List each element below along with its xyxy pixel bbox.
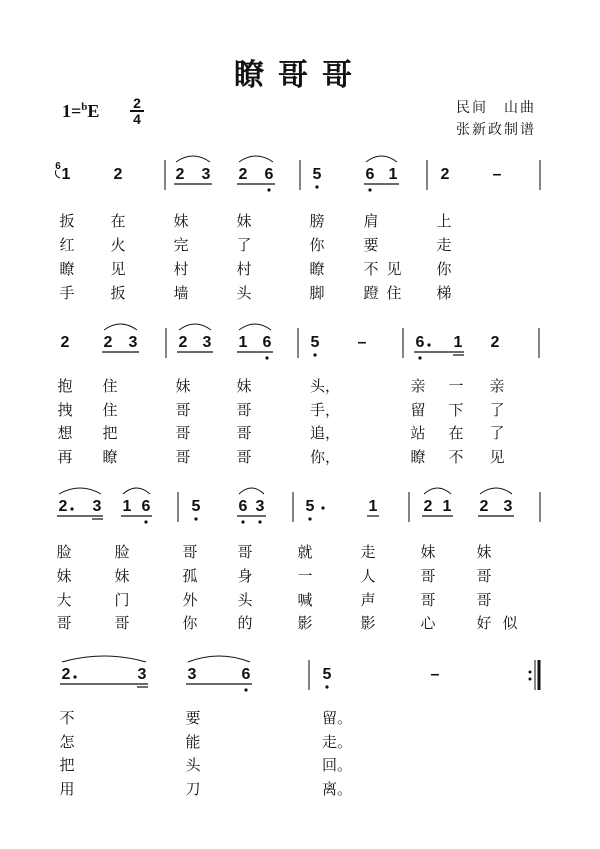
slur	[188, 656, 250, 662]
low-octave-dot	[194, 517, 197, 520]
slur	[239, 156, 273, 162]
lyric-syllable: 在	[448, 424, 464, 442]
note: 5	[191, 498, 201, 515]
lyric-syllable: 瞭	[309, 260, 325, 278]
low-octave-dot	[244, 688, 247, 691]
lyric-syllable: 不	[448, 448, 464, 466]
low-octave-dot	[325, 685, 328, 688]
lyric-syllable: 亲	[489, 377, 505, 395]
slur	[480, 488, 512, 494]
lyric-syllable: 哥	[175, 401, 191, 419]
lyric-syllable: 追，	[310, 424, 341, 442]
lyric-syllable: 妹	[56, 567, 72, 585]
note: 3	[503, 498, 513, 515]
lyric-syllable: 用	[59, 780, 75, 798]
augmentation-dot	[321, 506, 324, 509]
lyric-syllable: 扳	[59, 212, 75, 230]
slur	[239, 324, 271, 330]
low-octave-dot	[418, 356, 421, 359]
lyric-syllable: 的	[237, 614, 253, 632]
note: 1	[453, 334, 463, 351]
lyric-syllable: 在	[110, 212, 126, 230]
note: 2	[440, 166, 450, 183]
lyric-syllable: 心	[420, 614, 436, 632]
lyric-syllable: 大	[56, 591, 72, 609]
lyric-syllable: 哥	[182, 543, 198, 561]
lyric-syllable: 门	[114, 591, 130, 609]
lyric-syllable: 膀	[309, 212, 325, 230]
lyric-syllable: 完	[173, 236, 189, 254]
note: 3	[202, 334, 212, 351]
lyric-syllable: 哥	[236, 424, 252, 442]
lyric-syllable: 不	[59, 709, 75, 727]
note: 5	[312, 166, 322, 183]
note: 2	[490, 334, 500, 351]
lyric-syllable: 头	[185, 756, 201, 774]
lyric-syllable: 想	[57, 424, 73, 442]
lyric-syllable: 喊	[297, 591, 313, 609]
lyric-syllable: 把	[102, 424, 118, 442]
key-prefix: 1=	[62, 101, 82, 121]
lyric-syllable: 身	[237, 567, 253, 585]
note: 6	[365, 166, 375, 183]
lyric-syllable: 就	[297, 543, 313, 561]
note: 3	[201, 166, 211, 183]
note: 2	[103, 334, 113, 351]
lyric-syllable: 你，	[310, 448, 341, 466]
lyric-syllable: 声	[360, 591, 376, 609]
slur	[59, 488, 101, 494]
lyric-syllable: 不	[363, 260, 379, 278]
lyric-syllable: 怎	[59, 733, 75, 751]
slur	[104, 324, 137, 330]
note: 2	[238, 166, 248, 183]
lyric-syllable: 住	[102, 377, 118, 395]
credit-origin: 民间 山曲	[456, 100, 536, 116]
lyric-syllable: 扳	[110, 284, 126, 302]
lyric-syllable: 妹	[175, 377, 191, 395]
lyric-syllable: 瞭	[410, 448, 426, 466]
lyric-syllable: 见	[386, 260, 402, 278]
note: 5	[322, 666, 332, 683]
key-note: E	[87, 101, 100, 121]
lyric-syllable: 刀	[185, 780, 201, 798]
lyric-syllable: 头，	[310, 377, 341, 395]
lyric-syllable: 瞭	[102, 448, 118, 466]
time-signature-bottom: 4	[130, 110, 144, 126]
note: 6	[241, 666, 251, 683]
note: 1	[122, 498, 132, 515]
note: 1	[238, 334, 248, 351]
lyric-syllable: 妹	[114, 567, 130, 585]
note: 6	[238, 498, 248, 515]
low-octave-dot	[241, 520, 244, 523]
lyric-syllable: 亲	[410, 377, 426, 395]
lyric-syllable: 头	[237, 591, 253, 609]
note: 2	[175, 166, 185, 183]
lyric-syllable: 下	[448, 401, 464, 419]
slur	[62, 656, 146, 662]
note: 6	[141, 498, 151, 515]
lyric-syllable: 妹	[173, 212, 189, 230]
time-signature-top: 2	[133, 95, 141, 111]
note: 2	[479, 498, 489, 515]
lyric-syllable: 妹	[236, 377, 252, 395]
lyric-syllable: 一	[448, 377, 464, 395]
low-octave-dot	[368, 188, 371, 191]
note: 5	[310, 334, 320, 351]
song-title: 瞭哥哥	[234, 58, 366, 93]
lyric-syllable: 蹬	[363, 284, 379, 302]
lyric-syllable: 留	[410, 401, 426, 419]
lyric-syllable: 红	[59, 236, 75, 254]
note: 2	[60, 334, 70, 351]
note: 3	[128, 334, 138, 351]
lyric-syllable: 火	[110, 236, 126, 254]
lyric-syllable: 脸	[114, 543, 130, 561]
lyric-syllable: 要	[185, 709, 201, 727]
lyric-syllable: 哥	[420, 591, 436, 609]
lyric-syllable: 似	[502, 614, 518, 632]
lyric-syllable: 手	[59, 284, 75, 302]
dash-extension: –	[357, 334, 367, 351]
note: 1	[388, 166, 398, 183]
lyric-syllable: 了	[489, 424, 505, 442]
lyric-syllable: 一	[297, 567, 313, 585]
lyric-syllable: 哥	[175, 448, 191, 466]
note: 6	[415, 334, 425, 351]
slur	[424, 488, 451, 494]
lyric-syllable: 走。	[322, 733, 353, 751]
low-octave-dot	[144, 520, 147, 523]
lyric-syllable: 妹	[476, 543, 492, 561]
lyric-syllable: 见	[110, 260, 126, 278]
low-octave-dot	[315, 185, 318, 188]
lyric-syllable: 上	[436, 212, 452, 230]
low-octave-dot	[267, 188, 270, 191]
lyric-syllable: 见	[489, 448, 505, 466]
note: 1	[442, 498, 452, 515]
grace-note: 6	[55, 161, 61, 172]
repeat-dot	[529, 671, 532, 674]
lyric-syllable: 脚	[309, 284, 325, 302]
lyric-syllable: 影	[297, 614, 313, 632]
lyric-syllable: 哥	[56, 614, 72, 632]
low-octave-dot	[265, 356, 268, 359]
note: 2	[178, 334, 188, 351]
lyric-syllable: 头	[236, 284, 252, 302]
dash-extension: –	[430, 666, 440, 683]
lyric-syllable: 好	[476, 614, 492, 632]
lyric-syllable: 妹	[420, 543, 436, 561]
lyric-syllable: 哥	[236, 401, 252, 419]
slur	[123, 488, 150, 494]
slur	[179, 324, 211, 330]
lyric-syllable: 村	[173, 260, 189, 278]
lyric-syllable: 瞭	[59, 260, 75, 278]
note: 6	[264, 166, 274, 183]
lyric-syllable: 了	[489, 401, 505, 419]
lyric-syllable: 住	[102, 401, 118, 419]
flat-sign: b	[81, 101, 88, 113]
augmentation-dot	[73, 675, 76, 678]
lyric-syllable: 留。	[322, 709, 353, 727]
lyric-syllable: 你	[309, 236, 325, 254]
note: 2	[61, 666, 71, 683]
note: 3	[255, 498, 265, 515]
slur	[366, 156, 397, 162]
lyric-syllable: 哥	[476, 567, 492, 585]
low-octave-dot	[308, 517, 311, 520]
lyric-syllable: 再	[57, 448, 73, 466]
note: 5	[305, 498, 315, 515]
lyric-syllable: 你	[436, 260, 452, 278]
note: 2	[58, 498, 68, 515]
dash-extension: –	[492, 166, 502, 183]
augmentation-dot	[70, 507, 73, 510]
lyric-syllable: 哥	[237, 543, 253, 561]
note: 3	[187, 666, 197, 683]
lyric-syllable: 离。	[322, 780, 353, 798]
lyric-syllable: 能	[185, 733, 201, 751]
lyric-syllable: 走	[436, 236, 452, 254]
note: 3	[92, 498, 102, 515]
lyric-syllable: 你	[182, 614, 198, 632]
lyric-syllable: 村	[236, 260, 252, 278]
note: 2	[113, 166, 123, 183]
lyric-syllable: 肩	[363, 212, 379, 230]
lyric-syllable: 外	[182, 591, 198, 609]
lyric-syllable: 要	[363, 236, 379, 254]
lyric-syllable: 抱	[57, 377, 73, 395]
note: 1	[61, 166, 71, 183]
low-octave-dot	[313, 353, 316, 356]
lyric-syllable: 哥	[175, 424, 191, 442]
lyric-syllable: 了	[236, 236, 252, 254]
note: 2	[423, 498, 433, 515]
note: 1	[368, 498, 378, 515]
credit-arranger: 张新政制谱	[456, 122, 536, 138]
lyric-syllable: 妹	[236, 212, 252, 230]
lyric-syllable: 脸	[56, 543, 72, 561]
lyric-syllable: 把	[59, 756, 75, 774]
lyric-syllable: 影	[360, 614, 376, 632]
slur	[239, 488, 264, 494]
lyric-syllable: 哥	[236, 448, 252, 466]
lyric-syllable: 手，	[310, 401, 341, 419]
lyric-syllable: 孤	[182, 567, 198, 585]
lyric-syllable: 拽	[57, 401, 73, 419]
slur	[176, 156, 210, 162]
lyric-syllable: 哥	[476, 591, 492, 609]
lyric-syllable: 墙	[173, 284, 189, 302]
lyric-syllable: 走	[360, 543, 376, 561]
lyric-syllable: 住	[386, 284, 402, 302]
note: 6	[262, 334, 272, 351]
lyric-syllable: 梯	[436, 284, 452, 302]
lyric-syllable: 哥	[420, 567, 436, 585]
lyric-syllable: 人	[360, 567, 376, 585]
augmentation-dot	[427, 343, 430, 346]
note: 3	[137, 666, 147, 683]
repeat-dot	[529, 678, 532, 681]
lyric-syllable: 哥	[114, 614, 130, 632]
low-octave-dot	[258, 520, 261, 523]
lyric-syllable: 站	[410, 424, 426, 442]
lyric-syllable: 回。	[322, 756, 353, 774]
